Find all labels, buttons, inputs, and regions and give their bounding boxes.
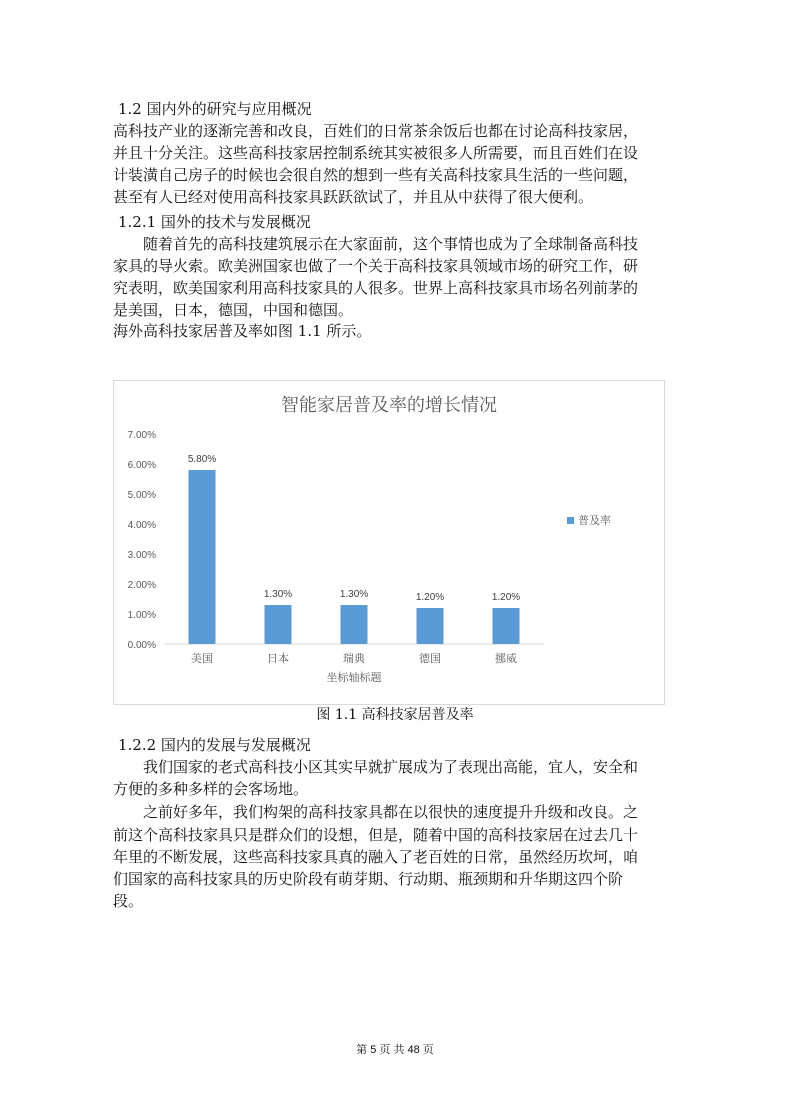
- data-label: 1.20%: [415, 592, 445, 603]
- bar: [189, 470, 216, 644]
- paragraph-line: 高科技产业的逐渐完善和改良，百姓们的日常茶余饭后也都在讨论高科技家居，: [113, 122, 639, 140]
- y-tick-label: 0.00%: [127, 640, 156, 651]
- y-tick-label: 6.00%: [127, 460, 156, 471]
- page-footer: 第 5 页 共 48 页: [356, 1044, 434, 1056]
- paragraph-line: 并且十分关注。这些高科技家居控制系统其实被很多人所需要，而且百姓们在设: [113, 144, 639, 162]
- x-axis-title: 坐标轴标题: [326, 671, 382, 684]
- figure-reference: 海外高科技家居普及率如图 1.1 所示。: [113, 322, 372, 340]
- paragraph-line: 家具的导火索。欧美洲国家也做了一个关于高科技家具领域市场的研究工作，研: [113, 257, 639, 275]
- y-tick-label: 2.00%: [127, 580, 156, 591]
- bar: [417, 608, 444, 644]
- paragraph-line: 计装潢自己房子的时候也会很自然的想到一些有关高科技家具生活的一些问题，: [113, 166, 639, 184]
- y-tick-label: 1.00%: [127, 610, 156, 621]
- x-tick-label: 挪威: [495, 652, 517, 665]
- data-label: 1.30%: [263, 589, 293, 600]
- y-tick-label: 4.00%: [127, 520, 156, 531]
- paragraph-line: 们国家的高科技家具的历史阶段有萌芽期、行动期、瓶颈期和升华期这四个阶: [113, 870, 624, 888]
- bar-chart: [114, 381, 664, 704]
- x-tick-label: 德国: [419, 652, 441, 665]
- x-tick-label: 瑞典: [343, 652, 365, 665]
- paragraph-line: 之前好多年，我们构架的高科技家具都在以很快的速度提升升级和改良。之: [143, 803, 639, 821]
- y-tick-label: 3.00%: [127, 550, 156, 561]
- data-label: 1.20%: [491, 592, 521, 603]
- chart-container: [113, 380, 665, 705]
- paragraph-line: 年里的不断发展，这些高科技家具真的融入了老百姓的日常，虽然经历坎坷，咱: [113, 848, 639, 866]
- paragraph-line: 段。: [113, 892, 144, 910]
- section-1-2-heading: 1.2 国内外的研究与应用概况: [118, 100, 312, 118]
- legend-swatch: [567, 517, 574, 524]
- paragraph-line: 方便的多种多样的会客场地。: [113, 780, 309, 798]
- chart-title: 智能家居普及率的增长情况: [281, 395, 497, 416]
- section-1-2-1-heading: 1.2.1 国外的技术与发展概况: [118, 213, 311, 231]
- paragraph-line: 我们国家的老式高科技小区其实早就扩展成为了表现出高能，宜人，安全和: [143, 758, 639, 776]
- bar: [493, 608, 520, 644]
- paragraph-line: 甚至有人已经对使用高科技家具跃跃欲试了，并且从中获得了很大便利。: [113, 188, 594, 206]
- bar: [341, 605, 368, 644]
- paragraph-line: 是美国，日本，德国，中国和德国。: [113, 301, 354, 319]
- data-label: 1.30%: [339, 589, 369, 600]
- paragraph-line: 随着首先的高科技建筑展示在大家面前，这个事情也成为了全球制备高科技: [143, 235, 639, 253]
- data-label: 5.80%: [187, 454, 217, 465]
- bar: [265, 605, 292, 644]
- figure-caption: 图 1.1 高科技家居普及率: [316, 707, 474, 723]
- x-tick-label: 美国: [191, 652, 213, 665]
- section-1-2-2-heading: 1.2.2 国内的发展与发展概况: [118, 736, 311, 754]
- paragraph-line: 究表明，欧美国家利用高科技家具的人很多。世界上高科技家具市场名列前茅的: [113, 279, 639, 297]
- x-tick-label: 日本: [267, 652, 289, 665]
- legend-label: 普及率: [578, 514, 611, 527]
- paragraph-line: 前这个高科技家具只是群众们的设想，但是，随着中国的高科技家居在过去几十: [113, 826, 639, 844]
- y-tick-label: 7.00%: [127, 430, 156, 441]
- y-tick-label: 5.00%: [127, 490, 156, 501]
